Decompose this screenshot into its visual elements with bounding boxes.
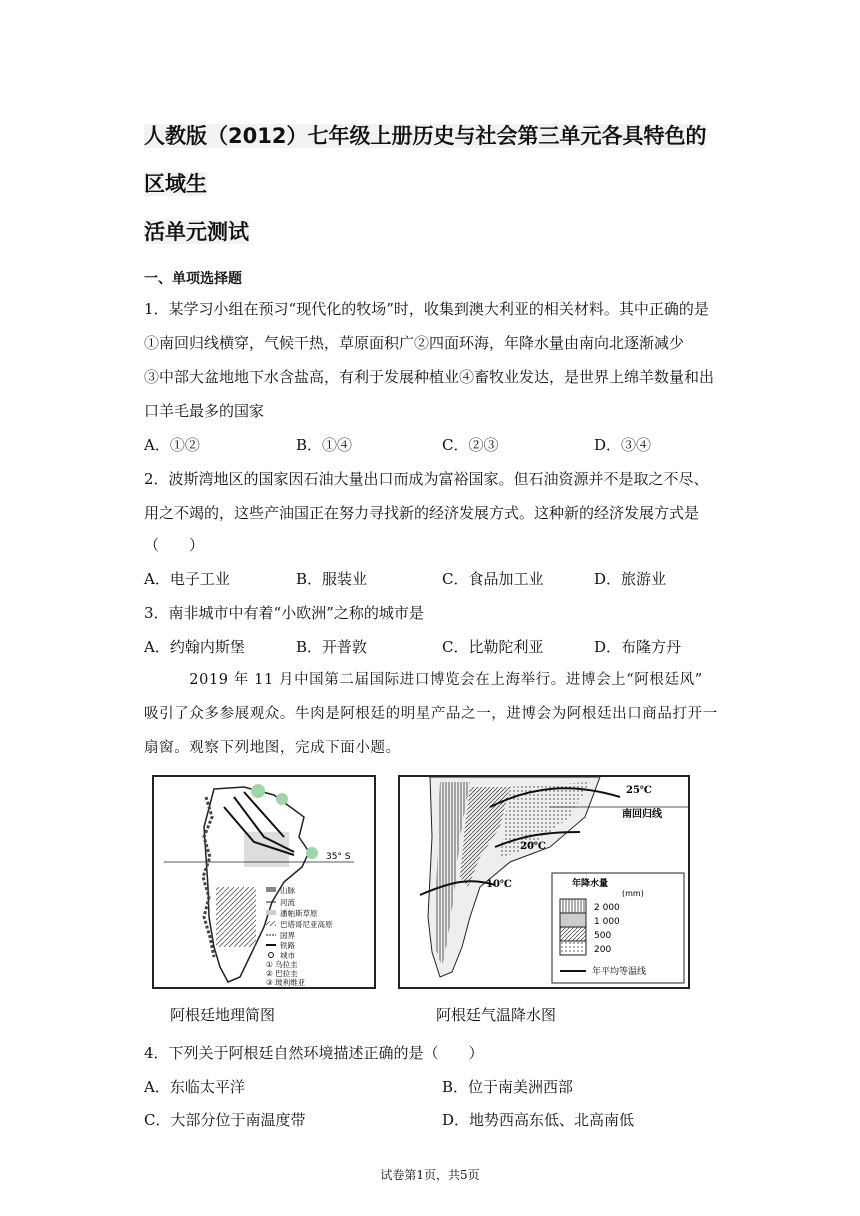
svg-text:25℃: 25℃ [626,785,652,796]
svg-text:2 000: 2 000 [594,903,620,913]
option-d[interactable]: D．布隆方丹 [594,638,682,656]
climate-map-drawing [400,777,688,987]
option-c[interactable]: C．食品加工业 [442,570,544,588]
question-2-stem: （ ） [144,536,205,554]
marker-dot [251,784,265,798]
question-1-stem: 1．某学习小组在预习“现代化的牧场”时，收集到澳大利亚的相关材料。其中正确的是 [144,300,709,318]
geography-map-drawing [154,777,374,987]
svg-text:巴塔哥尼亚高原: 巴塔哥尼亚高原 [280,920,333,929]
option-d[interactable]: D．旅游业 [594,570,667,588]
reading-passage: 2019 年 11 月中国第二届国际进口博览会在上海举行。进博会上“阿根廷风” 吸引了众多参展观众。牛肉是阿根廷的明星产品之一，进博会为阿根廷出口商品打开一 扇窗。观察下列地图，完成下面小题。 [144,672,718,756]
argentina-climate-map [398,775,690,989]
map1-caption: 阿根廷地理简图 [170,1006,276,1024]
option-a[interactable]: A．电子工业 [144,570,230,588]
question-1-stem: 口羊毛最多的国家 [144,402,265,420]
svg-text:500: 500 [594,931,612,941]
option-a[interactable]: A．约翰内斯堡 [144,638,245,656]
option-d[interactable]: D．③④ [594,436,652,454]
svg-text:① 乌拉圭: ① 乌拉圭 [266,960,298,969]
svg-text:20℃: 20℃ [520,841,546,852]
svg-text:南回归线: 南回归线 [622,809,662,820]
question-4-stem: 4．下列关于阿根廷自然环境描述正确的是（ ） [144,1044,484,1062]
svg-text:200: 200 [594,945,612,955]
svg-text:③ 玻利维亚: ③ 玻利维亚 [266,978,306,987]
question-2-stem: 2．波斯湾地区的国家因石油大量出口而成为富裕国家。但石油资源并不是取之不尽、 [144,470,709,488]
option-b[interactable]: B．①④ [296,436,353,454]
svg-text:② 巴拉圭: ② 巴拉圭 [266,969,298,978]
option-c[interactable]: C．②③ [442,436,499,454]
patagonia-area [216,887,256,947]
option-b[interactable]: B．服装业 [296,570,368,588]
question-2-stem: 用之不竭的，这些产油国正在努力寻找新的经济发展方式。这种新的经济发展方式是 [144,504,700,522]
svg-text:国界: 国界 [280,931,295,940]
svg-text:(mm): (mm) [622,889,644,898]
marker-dot [276,793,288,805]
svg-text:铁路: 铁路 [280,941,295,950]
option-a[interactable]: A．①② [144,436,200,454]
map2-caption: 阿根廷气温降水图 [436,1006,557,1024]
document-title: 人教版（2012）七年级上册历史与社会第三单元各具特色的区域生 活单元测试 [144,124,707,244]
question-4-options [144,1109,724,1131]
question-1-stem: ③中部大盆地地下水含盐高，有利于发展种植业④畜牧业发达，是世界上绵羊数量和出 [144,368,715,386]
svg-text:河流: 河流 [280,898,295,907]
option-b[interactable]: B．位于南美洲西部 [442,1078,574,1096]
page-footer: 试卷第1页，共5页 [380,1168,480,1182]
svg-text:山脉: 山脉 [280,886,295,895]
question-1-stem: ①南回归线横穿，气候干热，草原面积广②四面环海，年降水量由南向北逐渐减少 [144,334,685,352]
svg-text:10℃: 10℃ [486,879,512,890]
question-2-options [144,568,724,590]
question-1-options [144,434,724,456]
section-heading: 一、单项选择题 [144,271,242,287]
marker-dot [306,847,318,859]
option-d[interactable]: D．地势西高东低、北高南低 [442,1111,635,1129]
svg-text:潘帕斯草原: 潘帕斯草原 [280,909,318,918]
geography-legend [266,885,333,987]
svg-text:年降水量: 年降水量 [572,879,609,889]
option-c[interactable]: C．大部分位于南温度带 [144,1111,306,1129]
svg-text:年平均等温线: 年平均等温线 [592,967,647,977]
question-3-stem: 3．南非城市中有着“小欧洲”之称的城市是 [144,604,424,622]
question-4-options [144,1076,724,1098]
question-3-options [144,636,724,658]
option-c[interactable]: C．比勒陀利亚 [442,638,544,656]
argentina-geography-map [152,775,376,989]
option-b[interactable]: B．开普敦 [296,638,368,656]
svg-text:城市: 城市 [280,951,295,960]
svg-text:1 000: 1 000 [594,917,620,927]
option-a[interactable]: A．东临太平洋 [144,1078,245,1096]
latitude-label: 35° S [326,852,351,862]
rainfall-legend [552,873,684,983]
